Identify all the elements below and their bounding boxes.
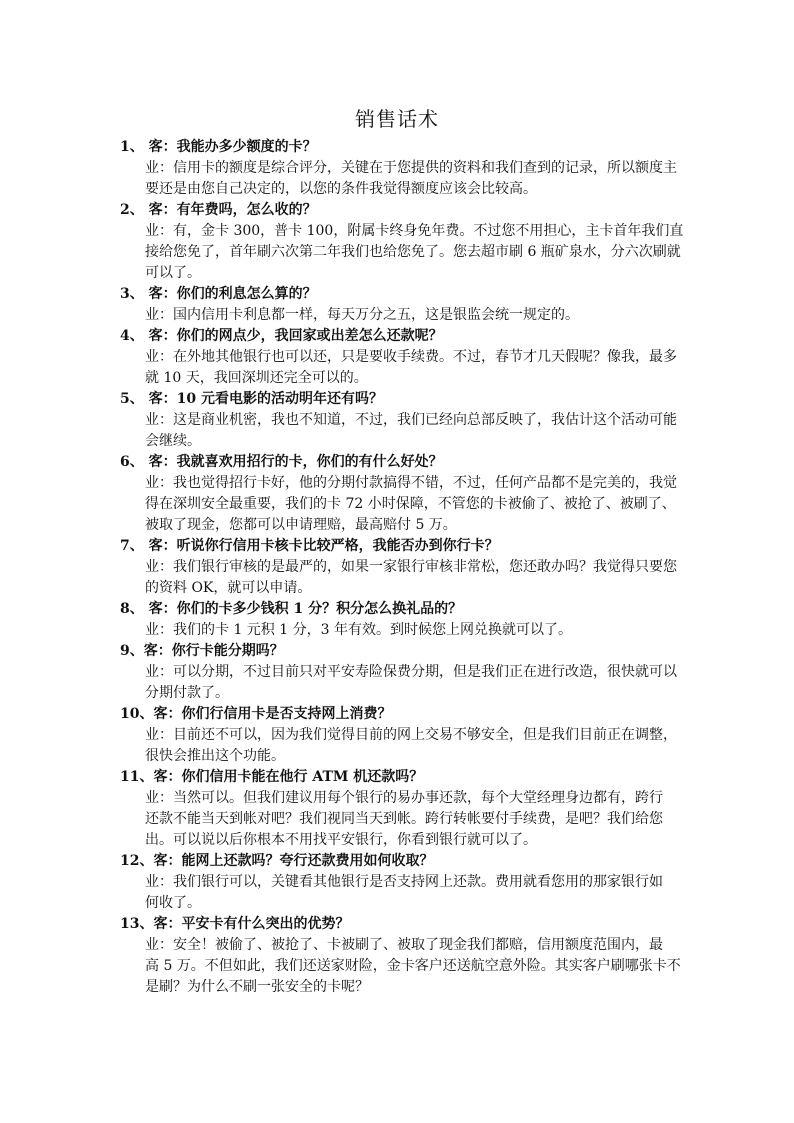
- answer-line: 业：我们银行可以，关键看其他银行是否支持网上还款。费用就看您用的那家银行如: [145, 874, 663, 890]
- answer-line: 的资料 OK，就可以申请。: [145, 580, 312, 596]
- answer-line: 可以了。: [145, 265, 201, 281]
- qa-list: [120, 137, 684, 998]
- customer-question: 8、 客：你们的卡多少钱积 1 分？积分怎么换礼品的？: [120, 601, 463, 617]
- sales-answer: [120, 158, 680, 200]
- qa-item: [120, 767, 680, 851]
- answer-line: 高 5 万。不但如此，我们还送家财险，金卡客户还送航空意外险。其实客户刷哪张卡不: [145, 958, 681, 974]
- answer-line: 业：安全！被偷了、被抢了、卡被刷了、被取了现金我们都赔，信用额度范围内，最: [145, 937, 663, 953]
- answer-line: 要还是由您自己决定的，以您的条件我觉得额度应该会比较高。: [145, 181, 537, 197]
- qa-item: [120, 599, 680, 641]
- customer-question: 5、 客：10 元看电影的活动明年还有吗？: [120, 391, 383, 407]
- customer-question: 9、客：你行卡能分期吗？: [120, 643, 284, 659]
- customer-question: 2、 客：有年费吗，怎么收的？: [120, 202, 317, 218]
- answer-line: 分期付款了。: [145, 685, 229, 701]
- answer-line: 何收了。: [145, 895, 201, 911]
- qa-item: [120, 851, 680, 914]
- answer-line: 业：目前还不可以，因为我们觉得目前的网上交易不够安全，但是我们目前正在调整，: [145, 727, 677, 743]
- document-title: 销售话术: [355, 107, 439, 131]
- sales-answer: [120, 935, 680, 998]
- answer-line: 被取了现金，您都可以申请理赔，最高赔付 5 万。: [145, 517, 457, 533]
- answer-line: 业：我们银行审核的是最严的，如果一家银行审核非常松，您还敢办吗？我觉得只要您: [145, 559, 677, 575]
- customer-question: 12、客：能网上还款吗？夸行还款费用如何收取？: [120, 853, 434, 869]
- qa-item: [120, 536, 680, 599]
- customer-question: 4、 客：你们的网点少，我回家或出差怎么还款呢？: [120, 328, 443, 344]
- customer-question: 1、 客：我能办多少额度的卡？: [120, 139, 317, 155]
- answer-line: 业：可以分期，不过目前只对平安寿险保费分期，但是我们正在进行改造，很快就可以: [145, 664, 677, 680]
- sales-answer: [120, 662, 680, 704]
- customer-question: 10、客：你们行信用卡是否支持网上消费？: [120, 706, 392, 722]
- customer-question: 13、客：平安卡有什么突出的优势？: [120, 916, 350, 932]
- sales-answer: [120, 347, 680, 389]
- answer-line: 是刷？为什么不刷一张安全的卡呢？: [145, 979, 369, 995]
- customer-question: 3、 客：你们的利息怎么算的？: [120, 286, 317, 302]
- answer-line: 就 10 天，我回深圳还完全可以的。: [145, 370, 368, 386]
- answer-line: 很快会推出这个功能。: [145, 748, 285, 764]
- answer-line: 业：我们的卡 1 元积 1 分，3 年有效。到时候您上网兑换就可以了。: [145, 622, 572, 638]
- qa-item: [120, 284, 680, 326]
- sales-answer: [120, 410, 680, 452]
- answer-line: 得在深圳安全最重要，我们的卡 72 小时保障，不管您的卡被偷了、被抢了、被刷了、: [145, 496, 676, 512]
- customer-question: 7、 客：听说你行信用卡核卡比较严格，我能否办到你行卡？: [120, 538, 499, 554]
- sales-answer: [120, 305, 680, 326]
- qa-item: [120, 200, 684, 284]
- qa-item: [120, 914, 680, 998]
- qa-item: [120, 704, 680, 767]
- answer-line: 会继续。: [145, 433, 201, 449]
- sales-answer: [120, 557, 680, 599]
- answer-line: 业：在外地其他银行也可以还，只是要收手续费。不过，春节才几天假呢？像我，最多: [145, 349, 677, 365]
- customer-question: 11、客：你们信用卡能在他行 ATM 机还款吗？: [120, 769, 424, 785]
- qa-item: [120, 452, 680, 536]
- sales-answer: [120, 473, 680, 536]
- sales-answer: [120, 872, 680, 914]
- qa-item: [120, 389, 680, 452]
- answer-line: 业：当然可以。但我们建议用每个银行的易办事还款，每个大堂经理身边都有，跨行: [145, 790, 663, 806]
- answer-line: 业：我也觉得招行卡好，他的分期付款搞得不错，不过，任何产品都不是完美的，我觉: [145, 475, 677, 491]
- answer-line: 业：有，金卡 300，普卡 100，附属卡终身免年费。不过您不用担心，主卡首年我们直: [145, 223, 684, 239]
- answer-line: 接给您免了，首年刷六次第二年我们也给您免了。您去超市刷 6 瓶矿泉水，分六次刷就: [145, 244, 681, 260]
- customer-question: 6、 客：我就喜欢用招行的卡，你们的有什么好处？: [120, 454, 443, 470]
- qa-item: [120, 641, 680, 704]
- sales-answer: [120, 788, 680, 851]
- sales-answer: [120, 221, 684, 284]
- answer-line: 业：这是商业机密，我也不知道，不过，我们已经向总部反映了，我估计这个活动可能: [145, 412, 677, 428]
- qa-item: [120, 137, 680, 200]
- sales-answer: [120, 620, 680, 641]
- sales-answer: [120, 725, 680, 767]
- qa-item: [120, 326, 680, 389]
- answer-line: 还款不能当天到帐对吧？我们视同当天到帐。跨行转帐要付手续费，是吧？我们给您: [145, 811, 663, 827]
- answer-line: 出。可以说以后你根本不用找平安银行，你看到银行就可以了。: [145, 832, 537, 848]
- answer-line: 业：国内信用卡利息都一样，每天万分之五，这是银监会统一规定的。: [145, 307, 579, 323]
- answer-line: 业：信用卡的额度是综合评分，关键在于您提供的资料和我们查到的记录，所以额度主: [145, 160, 677, 176]
